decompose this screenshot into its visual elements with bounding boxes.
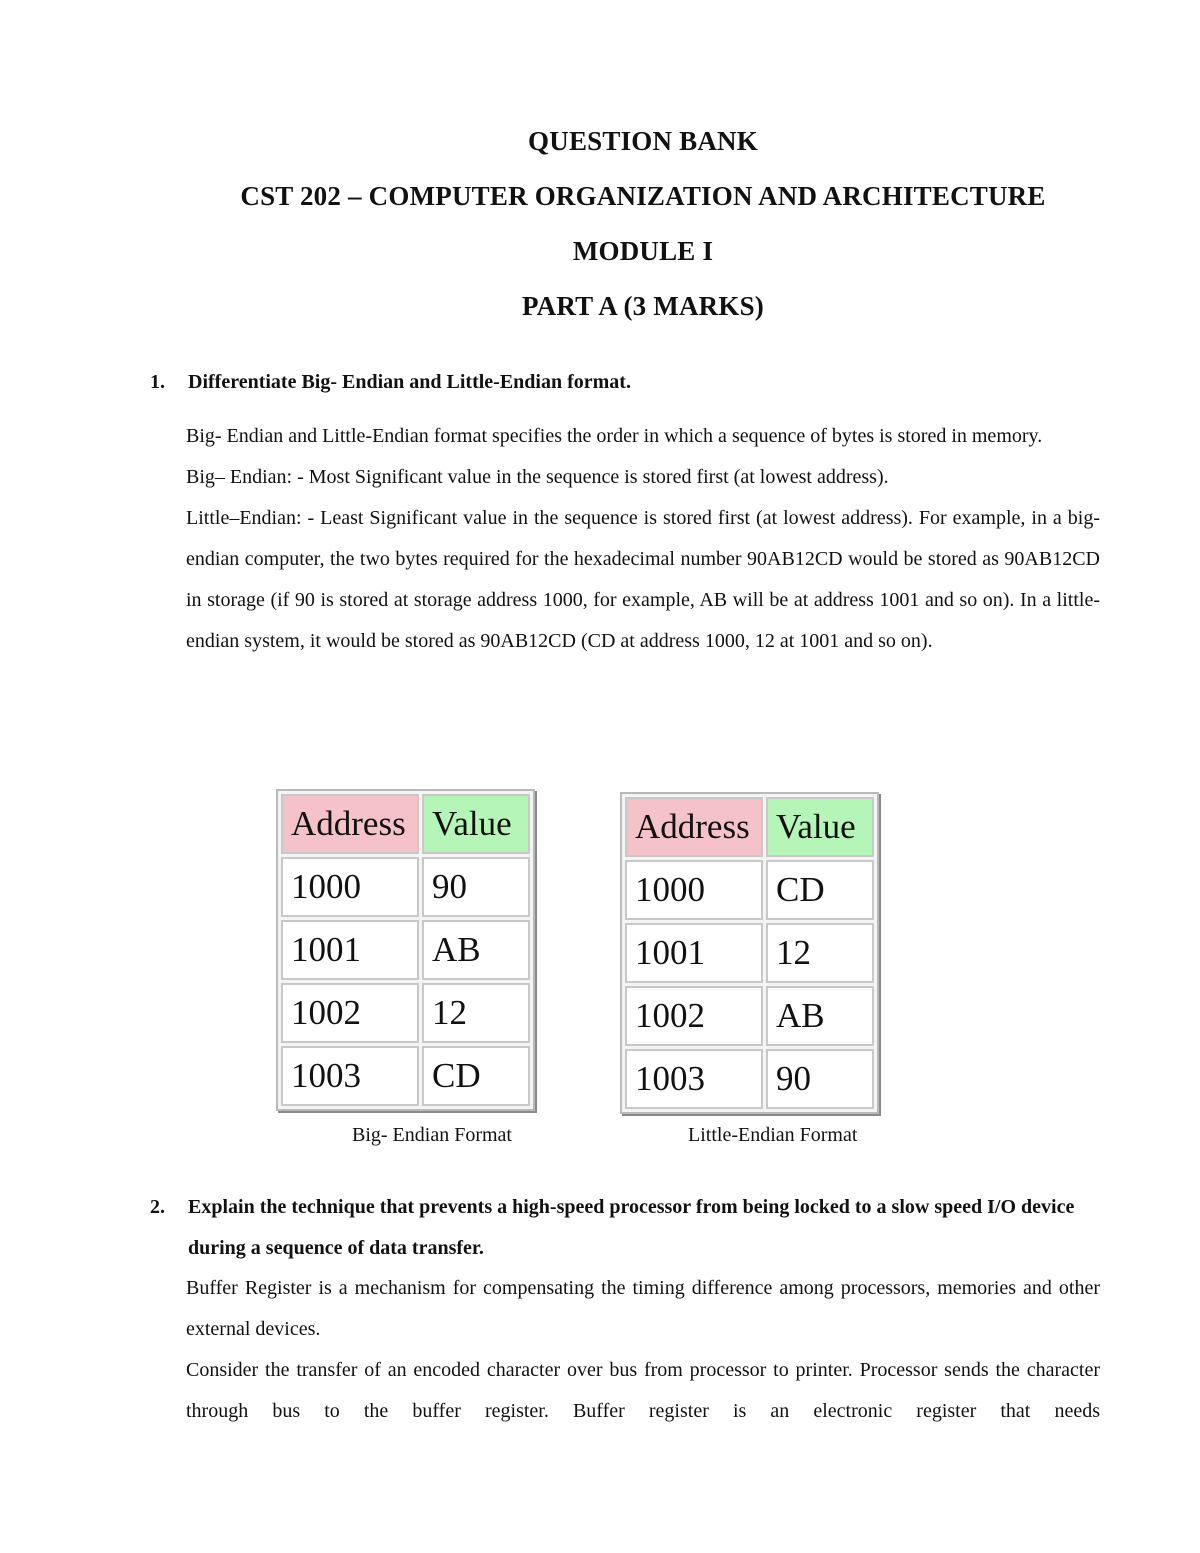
question-2-answer xyxy=(186,1268,1100,1432)
address-header: Address xyxy=(281,794,419,854)
table-row xyxy=(281,920,530,980)
value-header: Value xyxy=(422,794,530,854)
table-header-row xyxy=(625,797,874,857)
question-1-text: Differentiate Big- Endian and Little-Endian format. xyxy=(188,371,631,393)
address-cell: 1000 xyxy=(281,857,419,917)
address-cell: 1001 xyxy=(281,920,419,980)
answer-2-paragraph-2: Consider the transfer of an encoded character over bus from processor to printer. Processor sends the character through bus to the buffer register. Buffer register is an electronic register that needs xyxy=(186,1359,1100,1422)
answer-2-paragraph-1: Buffer Register is a mechanism for compensating the timing difference among processors, memories and other external devices. xyxy=(186,1277,1100,1340)
table-row xyxy=(281,857,530,917)
table-row xyxy=(625,860,874,920)
part-heading: PART A (3 MARKS) xyxy=(521,291,764,321)
value-cell: CD xyxy=(766,860,874,920)
course-title: CST 202 – COMPUTER ORGANIZATION AND ARCHITECTURE xyxy=(240,181,1046,211)
address-cell: 1003 xyxy=(625,1049,763,1109)
answer-1-paragraph-2: Big– Endian: - Most Significant value in the sequence is stored first (at lowest address). xyxy=(186,466,889,488)
address-cell: 1002 xyxy=(625,986,763,1046)
table-header-row xyxy=(281,794,530,854)
address-cell: 1003 xyxy=(281,1046,419,1106)
address-cell: 1000 xyxy=(625,860,763,920)
value-cell: CD xyxy=(422,1046,530,1106)
answer-1-paragraph-3: Little–Endian: - Least Significant value in the sequence is stored first (at lowest address). For example, in a big-endian computer, the two bytes required for the hexadecimal number 90AB12CD would be stored as 90AB12CD in storage (if 90 is stored at storage address 1000, for example, AB will be at address 1001 and so on). In a little-endian system, it would be stored as 90AB12CD (CD at address 1000, 12 at 1001 and so on). xyxy=(186,507,1100,652)
address-cell: 1001 xyxy=(625,923,763,983)
table-row xyxy=(625,923,874,983)
value-cell: AB xyxy=(422,920,530,980)
question-2-text: Explain the technique that prevents a high-speed processor from being locked to a slow speed I/O device during a sequence of data transfer. xyxy=(188,1196,1075,1259)
table-row xyxy=(281,1046,530,1106)
value-cell: 90 xyxy=(766,1049,874,1109)
question-2 xyxy=(150,1187,1110,1269)
big-endian-table xyxy=(276,789,535,1111)
little-endian-table xyxy=(620,792,879,1114)
value-header: Value xyxy=(766,797,874,857)
value-cell: 90 xyxy=(422,857,530,917)
address-header: Address xyxy=(625,797,763,857)
answer-1-paragraph-1: Big- Endian and Little-Endian format specifies the order in which a sequence of bytes is stored in memory. xyxy=(186,425,1043,447)
value-cell: AB xyxy=(766,986,874,1046)
document-title: QUESTION BANK xyxy=(528,126,758,156)
value-cell: 12 xyxy=(422,983,530,1043)
question-1-answer xyxy=(186,416,1100,662)
little-endian-caption: Little-Endian Format xyxy=(688,1124,858,1146)
big-endian-caption: Big- Endian Format xyxy=(352,1124,512,1146)
question-1-number: 1. xyxy=(150,371,165,393)
question-2-number: 2. xyxy=(150,1196,165,1218)
module-heading: MODULE I xyxy=(572,236,714,266)
table-row xyxy=(281,983,530,1043)
address-cell: 1002 xyxy=(281,983,419,1043)
table-row xyxy=(625,986,874,1046)
value-cell: 12 xyxy=(766,923,874,983)
question-1 xyxy=(150,362,1110,403)
table-row xyxy=(625,1049,874,1109)
